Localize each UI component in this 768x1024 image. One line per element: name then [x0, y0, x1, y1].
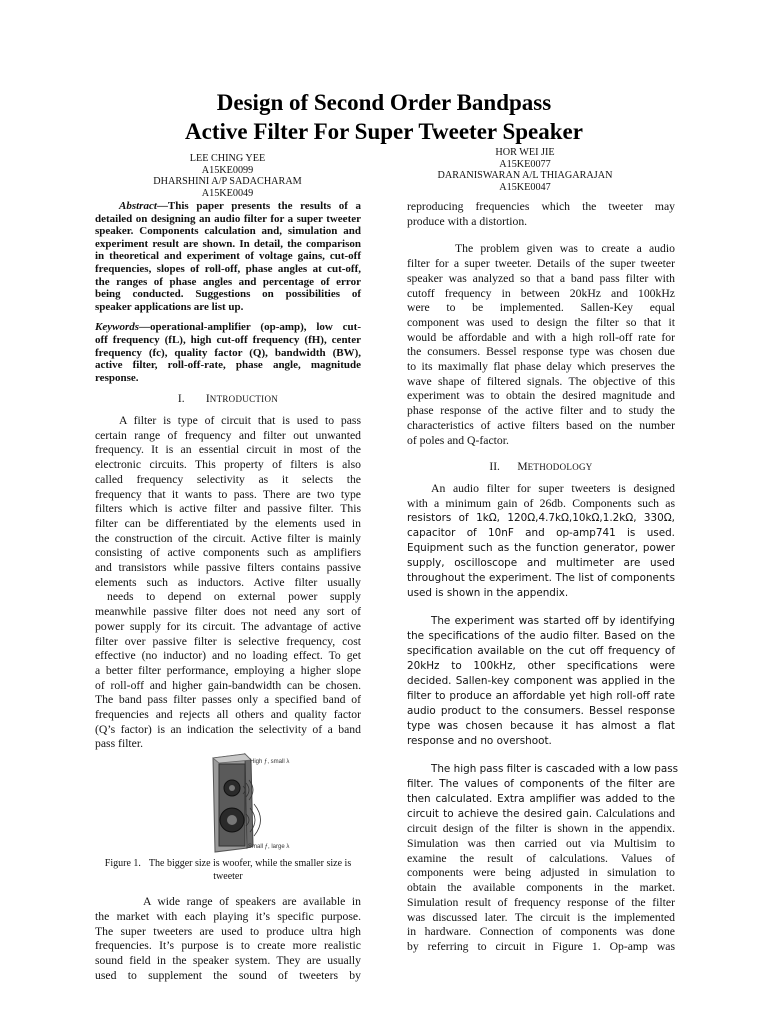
author-name: DHARSHINI A/P SADACHARAM [153, 176, 302, 187]
keywords [95, 321, 361, 384]
keywords-line-first: Keywords—operational-amplifier (op-amp), low cut- [95, 321, 361, 334]
text-line: would be affordable and with a high roll-off rate for [407, 330, 675, 344]
text-line: produce with a distortion. [407, 214, 528, 228]
text-line: components were being adjusted in simulation to [407, 866, 675, 880]
text-line: frequencies. It’s purpose is to create more realistic [95, 939, 361, 953]
text-line: filters which is active filter and passive filter. This [95, 502, 361, 516]
text-line: experiment was to obtain the desired magnitude and [407, 389, 675, 403]
author-id: A15KE0047 [499, 181, 551, 193]
text-line: obtain the available components in the market. [407, 881, 675, 895]
text-line: An audio filter for super tweeters is designed [431, 481, 675, 495]
speakers-paragraph [95, 895, 361, 983]
speaker-illustration [95, 752, 361, 856]
text-line: capacitor of 10nF and op-amp741 is used. [407, 527, 675, 540]
title-line-1: Design of Second Order Bandpass [216, 90, 552, 115]
text-line: filter for a super tweeter. Details of the super tweeter [407, 257, 675, 271]
text-line: sound field in the speaker system. They are usually [95, 954, 361, 967]
author-name: DARANISWARAN A/L THIAGARAJAN [437, 170, 613, 181]
keywords-line: off frequency (fL), high cut-off frequency (fH), center [95, 333, 361, 346]
text-line: A wide range of speakers are available in [143, 895, 361, 909]
figure-caption-text: The bigger size is woofer, while the smaller size is tweeter [148, 858, 352, 882]
text-line: component was used to design the filter so that it [407, 315, 675, 329]
text-line: filter. The values of components of the filter are [407, 778, 675, 791]
abstract-line: being conducted. Suggestions on possibilities of [95, 288, 361, 301]
text-line: speaker was analyzed so that a band pass filter with [407, 271, 675, 285]
abstract-line: the ranges of phase angles and percentage of error [95, 275, 361, 288]
left-column [95, 200, 361, 983]
text-line: type was chosen because it has almost a flat [407, 720, 675, 733]
annotation-top: High ƒ, small λ [250, 759, 290, 766]
text-line: 20kHz to 100kHz, other specifications were [407, 660, 675, 673]
text-line: to its maximally flat phase delay which preserves the [407, 360, 675, 374]
text-line: pass filter. [95, 737, 144, 751]
abstract-line: frequencies, slopes of roll-off, phase angles at cut-off, [95, 262, 361, 275]
text-line: consisting of active components such as amplifiers [95, 546, 361, 560]
text-line: (Q’s factor) is an indication the selectivity of a band [95, 722, 361, 736]
text-line: the market with each playing it’s specific purpose. [95, 909, 361, 923]
text-line: The band pass filter passes only a specified band of [95, 693, 361, 707]
text-line: power supply for its circuit. The advantage of active [95, 619, 361, 633]
text-line: certain range of frequency and filter out unwanted [95, 428, 361, 442]
text-line: resistors of 1kΩ, 120Ω,4.7kΩ,10kΩ,1.2kΩ, 330Ω, [407, 512, 675, 525]
paper-title [0, 88, 768, 146]
abstract-line: speaker. Components calculation and, simulation and [95, 225, 361, 238]
text-line: characteristics of active filters based on the number [407, 418, 675, 432]
text-line: needs to depend on external power supply [107, 590, 361, 604]
figure-label: Figure 1. [104, 858, 141, 870]
author-id: A15KE0077 [499, 158, 551, 170]
text-line: cutoff frequency in between 20kHz and 100kHz [407, 286, 675, 300]
text-line: audio product to the consumers. Bessel response [407, 705, 675, 718]
text-line: in hardware. Connection of components was done [407, 925, 675, 939]
text-line: the specifications of the audio filter. Based on the [407, 630, 675, 643]
text-line: then calculated. Extra amplifier was added to the [407, 793, 675, 806]
text-line: decided. Sallen-key component was applied in the [407, 675, 675, 688]
keywords-label: Keywords [95, 321, 139, 334]
text-line: was discussed later. The circuit is the implemented [407, 910, 675, 924]
text-line: response and no overshoot. [407, 735, 552, 748]
text-line: wave shape of filtered signals. The objective of this [407, 374, 675, 388]
abstract-line: in theoretical and experiment of voltage gains, cut-off [95, 250, 361, 263]
text-line: of roll-off and higher gain-bandwidth can be chosen. [95, 678, 361, 692]
title-line-2: Active Filter For Super Tweeter Speaker [185, 119, 583, 144]
text-line: frequencies and rejects all others and quality factor [95, 708, 361, 722]
keywords-line: response. [95, 371, 139, 384]
continuation-paragraph [407, 200, 675, 229]
text-line: The problem given was to create a audio [455, 242, 675, 256]
author-id: A15KE0049 [201, 187, 254, 199]
keywords-line: frequency (fc), quality factor (Q), bandwidth (BW), [95, 346, 361, 359]
methodology-paragraph-1 [407, 482, 675, 601]
text-line: filter over passive filter is selective frequency, cost [95, 634, 361, 648]
abstract-line: speaker applications are list up. [95, 300, 244, 313]
abstract-label: Abstract [119, 200, 157, 212]
text-line: A filter is type of circuit that is used to pass [119, 414, 361, 428]
abstract-line-first: Abstract—This paper presents the results of a [119, 200, 361, 212]
text-line: were to be implemented. Sallen-Key equal [407, 301, 675, 315]
keywords-line: active filter, roll-off-rate, phase angle, magnitude [95, 359, 361, 372]
text-line: the construction of the circuit. Active filter is mainly [95, 531, 361, 545]
introduction-paragraph [95, 414, 361, 752]
text-line: of poles and Q-factor. [407, 433, 509, 447]
text-line: circuit design of the filter is shown in the appendix. [407, 822, 675, 836]
abstract-line: detailed on designing an audio filter for a super tweeter [95, 212, 361, 225]
text-line: frequency that it wants to pass. There are two type [95, 487, 361, 501]
text-line: reproducing frequencies which the tweeter may [407, 200, 675, 213]
author-name: HOR WEI JIE [495, 147, 555, 158]
text-line: the consumers. Bessel response type was chosen due [407, 345, 675, 359]
section-heading-methodology: II. METHODOLOGY [489, 461, 593, 474]
text-line: by referring to circuit in Figure 1. Op-amp was [407, 939, 675, 953]
text-line: electronic circuits. This property of filters is also [95, 458, 361, 472]
text-line: The experiment was started off by identifying [431, 615, 675, 628]
annotation-bottom: Small ƒ, large λ [248, 844, 290, 851]
authors-right [425, 147, 625, 193]
author-name: LEE CHING YEE [189, 153, 266, 164]
text-line: throughout the experiment. The list of components [407, 572, 675, 585]
text-line: examine the result of calculations. Values of [407, 851, 675, 865]
abstract [95, 200, 361, 313]
methodology-paragraph-3 [407, 762, 679, 954]
text-line: filter to produce an affordable yet high roll-off rate [407, 690, 675, 703]
text-line: meanwhile passive filter does not need any sort of [95, 605, 361, 619]
text-line: supply, oscilloscope and multimeter are used [407, 557, 675, 570]
text-line: used to supplement the sound of tweeters by [95, 968, 361, 982]
text-line: specification available on the cut off frequency of [407, 645, 675, 658]
author-id: A15KE0099 [201, 164, 254, 176]
text-line: The super tweeters are used to produce ultra high [95, 924, 361, 938]
text-line: a better filter performance, employing a higher slope [95, 663, 361, 677]
figure-caption [95, 858, 361, 883]
authors-left [130, 153, 325, 199]
section-number: I. [177, 393, 185, 406]
text-line: filter can be differentiated by the elements used in [95, 516, 361, 530]
text-line: Simulation result of frequency response of the filter [407, 895, 675, 909]
right-column [407, 200, 679, 955]
figure-1 [95, 752, 361, 856]
text-line: phase response of the active filter and to study the [407, 404, 675, 418]
problem-paragraph [407, 242, 675, 448]
text-line-mixed: circuit to achieve the desired gain. Calculations and [407, 807, 675, 821]
text-line: effective (no inductor) and no loading effect. To get [95, 649, 361, 663]
text-line: Equipment such as the function generator, power [407, 542, 675, 555]
methodology-paragraph-2 [407, 614, 675, 749]
text-line: used is shown in the appendix. [407, 587, 569, 600]
text-line: called frequency selectivity as it selects the [95, 472, 361, 486]
text-line: and transistors while passive filters contains passive [95, 561, 361, 575]
section-heading-introduction: I. INTRODUCTION [177, 393, 279, 406]
text-line: Simulation was then carried out via Multisim to [407, 837, 675, 851]
section-number: II. [489, 461, 500, 474]
text-line: frequency. It is an essential circuit in most of the [95, 443, 361, 457]
abstract-line: experiment result are shown. In detail, the comparison [95, 237, 361, 250]
text-line: elements such as inductors. Active filter usually [95, 575, 361, 589]
text-line: The high pass filter is cascaded with a low pass [431, 763, 679, 776]
text-line: with a minimum gain of 26db. Components such as [407, 496, 675, 510]
